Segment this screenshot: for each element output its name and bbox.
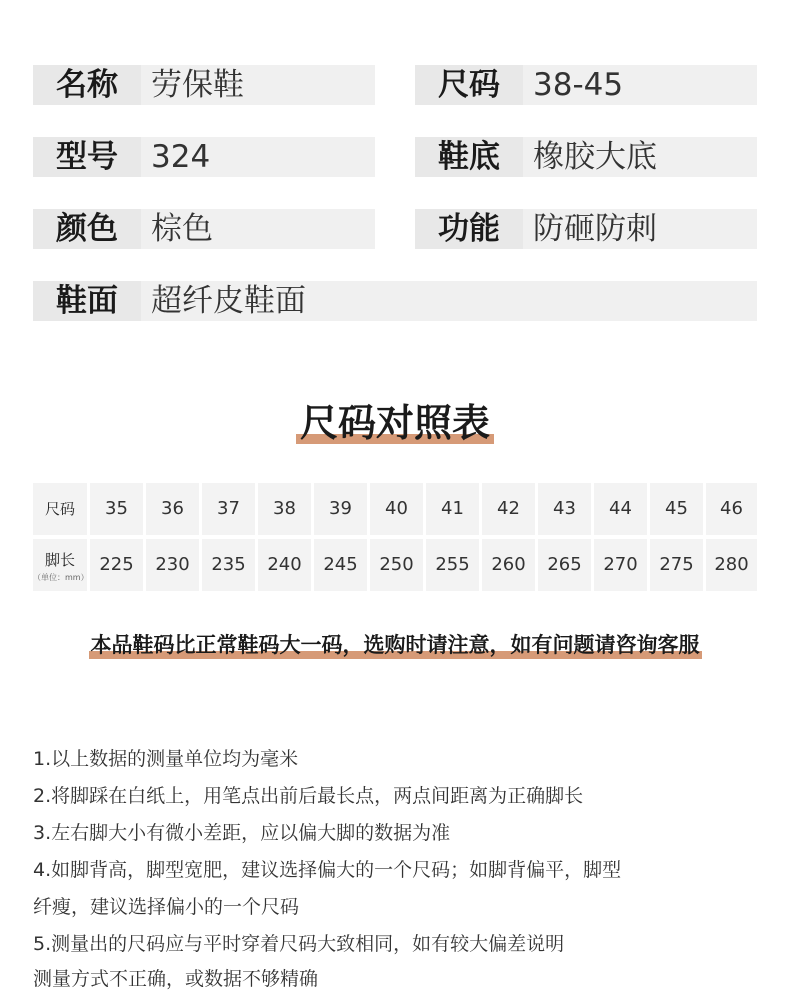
- size-chart-table: [33, 483, 757, 593]
- spec-value: 劳保鞋: [151, 67, 244, 103]
- size-cell: 45: [650, 483, 703, 535]
- size-row-header: 尺码: [33, 483, 87, 535]
- note-line: 测量方式不正确，或数据不够精确: [33, 968, 319, 990]
- size-cell: 42: [482, 483, 535, 535]
- size-cell: 36: [146, 483, 199, 535]
- notice-wrap: [0, 630, 790, 664]
- spec-value: 超纤皮鞋面: [151, 283, 306, 319]
- size-chart-title-wrap: [0, 400, 790, 450]
- spec-row-sole: [415, 137, 757, 177]
- note-line: 4.如脚背高，脚型宽肥，建议选择偏大的一个尺码；如脚背偏平，脚型: [33, 859, 622, 881]
- size-row: [33, 483, 757, 535]
- spec-value: 324: [151, 139, 211, 175]
- size-cell: 40: [370, 483, 423, 535]
- length-cell: 280: [706, 539, 757, 591]
- spec-row-color: [33, 209, 375, 249]
- foot-length-row: [33, 539, 757, 591]
- spec-value: 橡胶大底: [533, 139, 657, 175]
- size-cell: 37: [202, 483, 255, 535]
- foot-length-row-header: [33, 539, 87, 591]
- size-cell: 46: [706, 483, 757, 535]
- size-cell: 41: [426, 483, 479, 535]
- foot-length-label: 脚长: [44, 551, 75, 569]
- spec-value: 棕色: [151, 211, 213, 247]
- size-cell: 39: [314, 483, 367, 535]
- notice: [89, 630, 702, 660]
- length-cell: 240: [258, 539, 311, 591]
- size-cell: 35: [90, 483, 143, 535]
- spec-row-upper: [33, 281, 757, 321]
- spec-label: 鞋底: [415, 137, 523, 177]
- length-cell: 265: [538, 539, 591, 591]
- spec-row-size-range: [415, 65, 757, 105]
- spec-label: 名称: [33, 65, 141, 105]
- spec-value: 防砸防刺: [533, 211, 657, 247]
- length-cell: 245: [314, 539, 367, 591]
- length-cell: 275: [650, 539, 703, 591]
- length-cell: 230: [146, 539, 199, 591]
- spec-label: 尺码: [415, 65, 523, 105]
- spec-row-model: [33, 137, 375, 177]
- note-line: 3.左右脚大小有微小差距，应以偏大脚的数据为准: [33, 822, 451, 844]
- unit-label: （单位：mm）: [33, 573, 89, 582]
- note-line: 纤瘦，建议选择偏小的一个尺码: [33, 896, 300, 918]
- length-cell: 250: [370, 539, 423, 591]
- spec-label: 颜色: [33, 209, 141, 249]
- spec-value: 38-45: [533, 67, 624, 103]
- length-cell: 270: [594, 539, 647, 591]
- size-cell: 38: [258, 483, 311, 535]
- note-line: 1.以上数据的测量单位均为毫米: [33, 748, 299, 770]
- notice-text: 本品鞋码比正常鞋码大一码，选购时请注意，如有问题请咨询客服: [90, 633, 700, 657]
- length-cell: 260: [482, 539, 535, 591]
- size-cell: 43: [538, 483, 591, 535]
- size-cell: 44: [594, 483, 647, 535]
- spec-row-name: [33, 65, 375, 105]
- length-cell: 255: [426, 539, 479, 591]
- length-cell: 235: [202, 539, 255, 591]
- note-line: 5.测量出的尺码应与平时穿着尺码大致相同，如有较大偏差说明: [33, 933, 565, 955]
- size-chart-title: [296, 400, 494, 446]
- length-cell: 225: [90, 539, 143, 591]
- spec-label: 鞋面: [33, 281, 141, 321]
- spec-row-function: [415, 209, 757, 249]
- spec-label: 型号: [33, 137, 141, 177]
- spec-label: 功能: [415, 209, 523, 249]
- size-chart-title-text: 尺码对照表: [299, 401, 490, 445]
- note-line: 2.将脚踩在白纸上，用笔点出前后最长点，两点间距离为正确脚长: [33, 785, 584, 807]
